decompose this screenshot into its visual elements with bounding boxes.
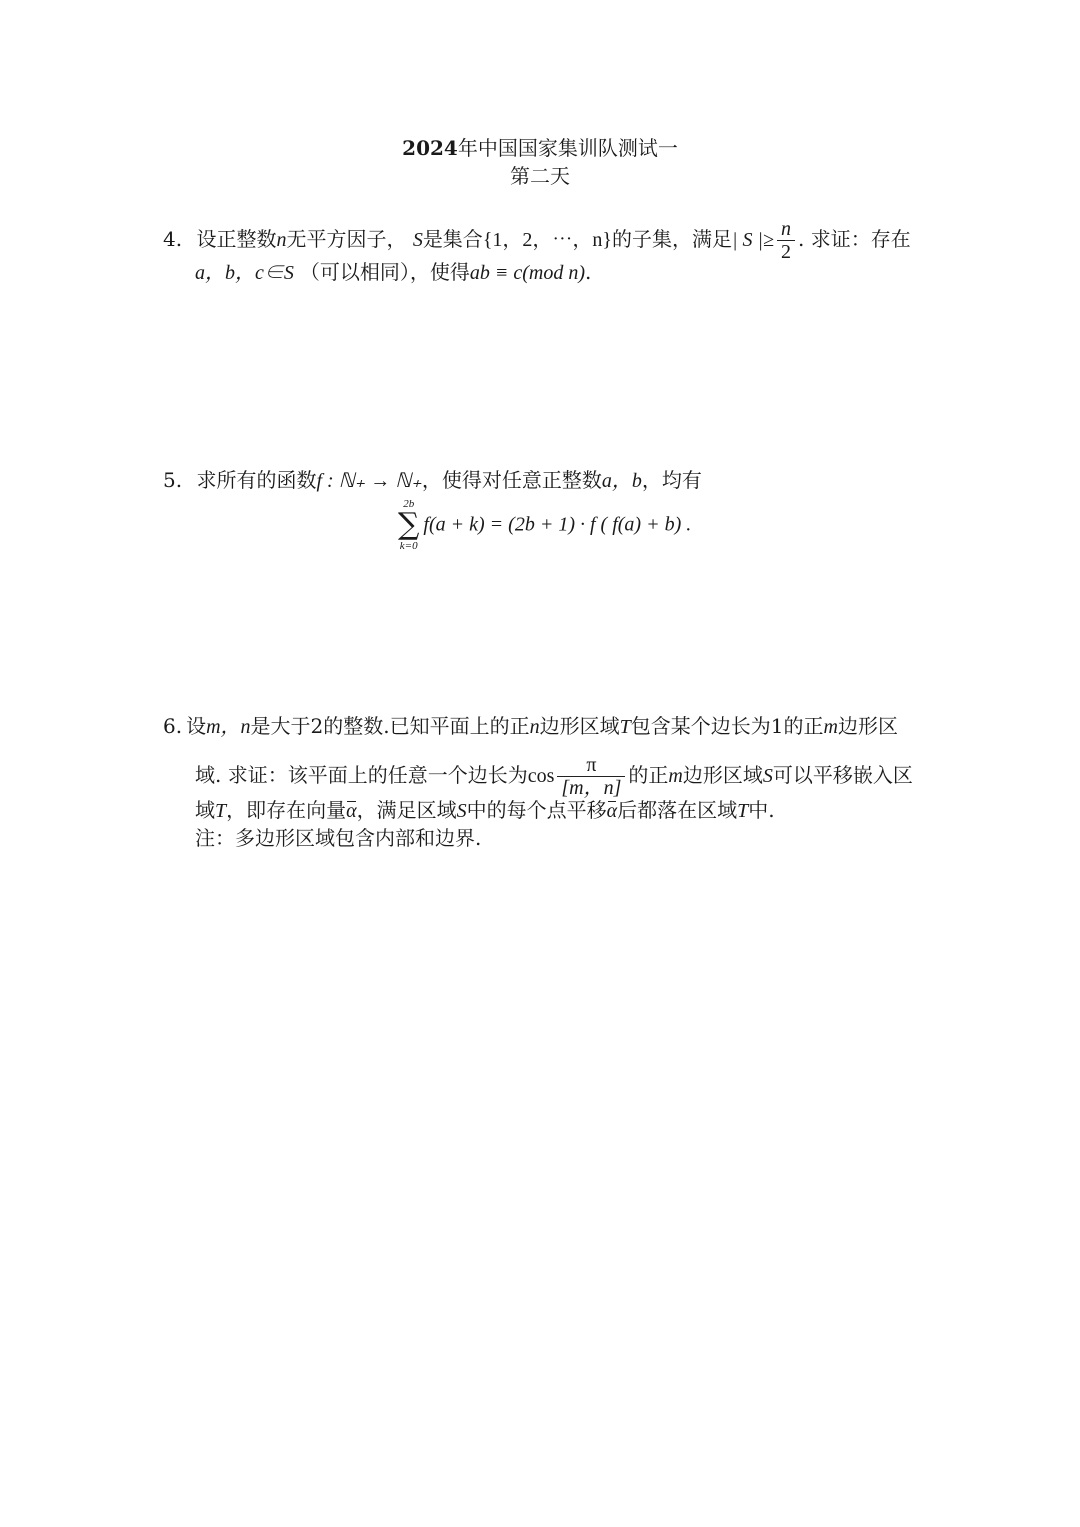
p6-vector-alpha: α — [346, 800, 357, 822]
p6-text-g: 的正 — [628, 763, 669, 787]
problem-5-number: 5. — [163, 468, 183, 492]
p4-congruence: ab ≡ c(mod n) — [469, 262, 586, 284]
p4-text-f: （可以相同），使得 — [299, 260, 470, 284]
problem-4-line-2 — [195, 260, 591, 285]
p5-formula: f(a + k) = (2b + 1) · f ( f(a) + b) . — [423, 513, 692, 536]
p4-fraction — [777, 218, 795, 263]
p6-frac-den: [m，n] — [561, 777, 622, 799]
p6-var-n: n — [529, 716, 540, 738]
title-text: 年中国国家集训队测试一 — [457, 136, 678, 160]
p4-var-S: S — [412, 229, 423, 251]
p4-frac-den: 2 — [781, 241, 791, 263]
p5-sum-upper: 2b — [403, 498, 415, 510]
problem-5-line-1 — [163, 468, 702, 493]
p6-text-k: ，即存在向量 — [226, 798, 347, 822]
p5-function-def: f : ℕ₊ → ℕ₊ — [316, 470, 422, 492]
p4-in-S: ∈S — [263, 262, 294, 284]
p4-period: . — [585, 260, 592, 284]
p6-var-m2: m — [668, 765, 683, 787]
p6-vector-alpha-2: α — [606, 800, 618, 822]
p4-var-n: n — [276, 229, 287, 251]
title-year: 2024 — [402, 136, 458, 160]
exam-title — [0, 132, 1080, 161]
p6-text-i: 可以平移嵌入区 — [772, 763, 913, 787]
p5-text-a: 求所有的函数 — [196, 468, 317, 492]
p6-text-a: 设 — [186, 714, 207, 738]
p6-text-f: 域. 求证：该平面上的任意一个边长为 — [195, 763, 528, 787]
problem-6-note: 注：多边形区域包含内部和边界. — [195, 826, 482, 850]
problem-6-number: 6. — [163, 714, 183, 738]
p6-text-c: 边形区域 — [539, 714, 620, 738]
p6-var-S: S — [762, 765, 773, 787]
p5-text-b: ，使得对任意正整数 — [421, 468, 602, 492]
p4-text-b: 无平方因子， — [286, 227, 407, 251]
p6-text-h: 边形区域 — [682, 763, 763, 787]
problem-4-line-1 — [163, 218, 911, 263]
problem-6-line-3 — [195, 798, 775, 823]
p4-set: {1，2，⋯，n} — [482, 229, 613, 251]
p4-text-e: . 求证：存在 — [798, 227, 911, 251]
p4-text-c: 是集合 — [422, 227, 483, 251]
p5-sum-symbol: ∑ — [398, 507, 420, 542]
p5-display-formula — [398, 498, 691, 552]
problem-6-line-1 — [163, 714, 898, 739]
p6-text-b: 是大于2的整数.已知平面上的正 — [250, 714, 530, 738]
p6-var-T: T — [619, 716, 631, 738]
p4-frac-num: n — [777, 218, 795, 241]
p6-text-l: ，满足区域 — [356, 798, 457, 822]
p6-text-d: 包含某个边长为1的正 — [630, 714, 824, 738]
p6-text-m: 中的每个点平移 — [466, 798, 607, 822]
exam-subtitle: 第二天 — [510, 164, 570, 188]
p6-text-n: 后都落在区域 — [617, 798, 738, 822]
p4-text-a: 设正整数 — [196, 227, 277, 251]
p6-text-j: 域 — [195, 798, 215, 822]
p5-summation — [398, 498, 419, 552]
p4-text-d: 的子集，满足 — [612, 227, 733, 251]
p6-var-S2: S — [456, 800, 467, 822]
p4-abs-s: | S |≥ — [732, 229, 774, 251]
p6-cos: cos — [527, 765, 555, 787]
p6-var-T2: T — [215, 800, 227, 822]
p5-sum-lower: k=0 — [399, 540, 418, 552]
p6-var-m: m — [823, 716, 838, 738]
p6-text-o: 中. — [748, 798, 775, 822]
p6-frac-num: π — [557, 754, 625, 777]
p5-vars-ab: a，b — [601, 470, 642, 492]
problem-4-number: 4. — [163, 227, 183, 251]
p5-text-c: ，均有 — [641, 468, 702, 492]
p6-fraction — [557, 754, 625, 799]
p6-var-T3: T — [737, 800, 749, 822]
p6-text-e: 边形区 — [837, 714, 898, 738]
p6-vars-mn: m，n — [206, 716, 251, 738]
p4-vars-abc: a，b，c — [195, 262, 264, 284]
problem-6-line-2 — [195, 754, 913, 799]
